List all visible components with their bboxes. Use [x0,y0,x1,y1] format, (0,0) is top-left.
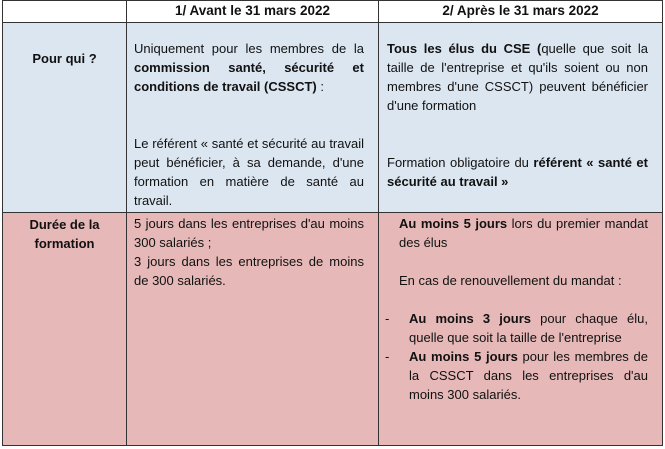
row2-after-cell [378,212,663,446]
header-empty-cell [2,0,126,22]
row1-before-p1: Uniquement pour les membres de la commission santé, sécurité et conditions de travail (CSSCT) : [134,41,364,94]
row-label-pour-qui: Pour qui ? [32,51,97,66]
comparison-table [2,0,663,446]
header-before: 1/ Avant le 31 mars 2022 [174,3,331,18]
row1-after-p2: Formation obligatoire du référent « santé et sécurité au travail » [387,155,648,189]
row2-after-p1: Au moins 5 jours lors du premier mandat des élus [399,216,648,250]
row2-before-cell [126,212,378,446]
row2-before-p1: 5 jours dans les entreprises d'au moins 300 salariés ; [134,216,364,250]
row1-after-p1: Tous les élus du CSE (quelle que soit la taille de l'entreprise et qu'ils soient ou non membres d'une CSSCT) peuvent bénéficier d'une formation [387,41,648,113]
row1-before-p2: Le référent « santé et sécurité au travail peut bénéficier, à sa demande, d'une formation en matière de santé au travail. [134,136,364,208]
renewal-list [379,309,648,404]
list-item: - Au moins 3 jours pour chaque élu, quelle que soit la taille de l'entreprise [385,311,648,345]
row-label-cell [2,212,126,446]
row1-after-cell [378,22,663,212]
header-after-cell [378,0,663,22]
bullet-marker: - [385,349,390,364]
bullet-marker: - [385,311,390,326]
row2-after-p2: En cas de renouvellement du mandat : [399,273,622,288]
row2-before-p2: 3 jours dans les entreprises de moins de 300 salariés. [134,254,364,288]
row-label-cell [2,22,126,212]
header-before-cell [126,0,378,22]
header-after: 2/ Après le 31 mars 2022 [442,3,599,18]
row-label-duree: Durée de la formation [29,217,100,251]
list-item: - Au moins 5 jours pour les membres de la CSSCT dans les entreprises d'au moins 300 salariés. [385,349,648,402]
row1-before-cell [126,22,378,212]
